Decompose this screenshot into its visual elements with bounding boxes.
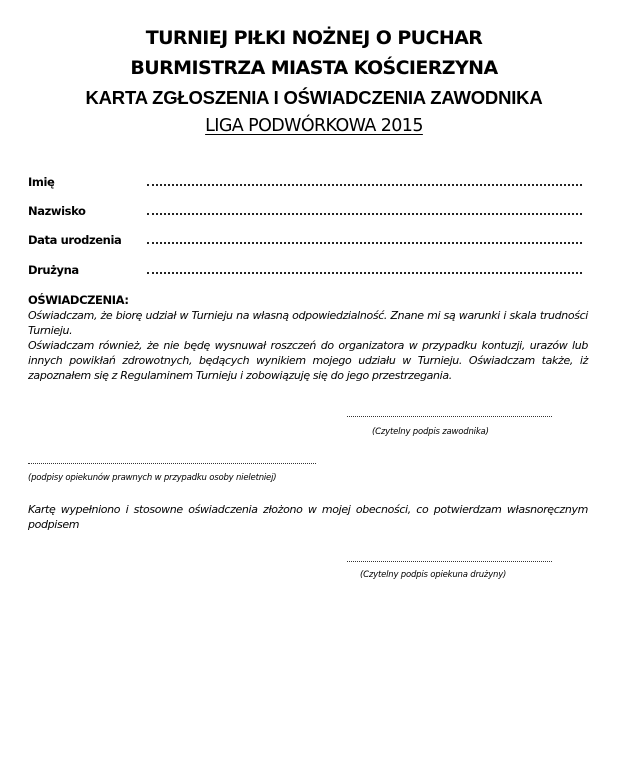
field-label: Imię — [28, 175, 55, 189]
player-signature-caption: (Czytelny podpis zawodnika) — [372, 427, 489, 437]
team-input-line[interactable] — [147, 272, 582, 274]
guardians-signature-line[interactable] — [28, 463, 316, 464]
statement-paragraph-2: Oświadczam również, że nie będę wysnuwał roszczeń do organizatora w przypadku kontuzji, urazów lub innych powikłań zdrowotnych, będących wynikiem mojego udziału w Turnieju. Oświadczam także, iż zapoznałem się z Regulaminem Turnieju i zobowiązuję się do jego przestrzegania. — [28, 339, 588, 382]
last-name-input-line[interactable] — [147, 213, 582, 215]
coach-signature-caption: (Czytelny podpis opiekuna drużyny) — [360, 570, 507, 580]
field-label: Data urodzenia — [28, 233, 122, 247]
statement-paragraph-1: Oświadczam, że biorę udział w Turnieju na własną odpowiedzialność. Znane mi są warunki i skala trudności Turnieju. — [28, 309, 588, 337]
form-title: KARTA ZGŁOSZENIA I OŚWIADCZENIA ZAWODNIKA — [85, 87, 543, 108]
guardians-signature-caption: (podpisy opiekunów prawnych w przypadku osoby nieletniej) — [28, 473, 277, 483]
birth-date-input-line[interactable] — [147, 242, 582, 244]
coach-signature-line[interactable] — [347, 561, 552, 562]
subtitle-wrapper — [0, 116, 628, 136]
field-label: Drużyna — [28, 263, 79, 277]
statements-heading: OŚWIADCZENIA: — [28, 293, 129, 307]
league-subtitle: LIGA PODWÓRKOWA 2015 — [205, 116, 423, 136]
first-name-input-line[interactable] — [147, 184, 582, 186]
confirmation-text: Kartę wypełniono i stosowne oświadczenia złożono w mojej obecności, co potwierdzam własnoręcznym podpisem — [28, 503, 588, 531]
title-line-1: TURNIEJ PIŁKI NOŻNEJ O PUCHAR — [145, 27, 483, 49]
field-label: Nazwisko — [28, 204, 86, 218]
title-line-2: BURMISTRZA MIASTA KOŚCIERZYNA — [130, 57, 498, 79]
player-signature-line[interactable] — [347, 416, 552, 417]
